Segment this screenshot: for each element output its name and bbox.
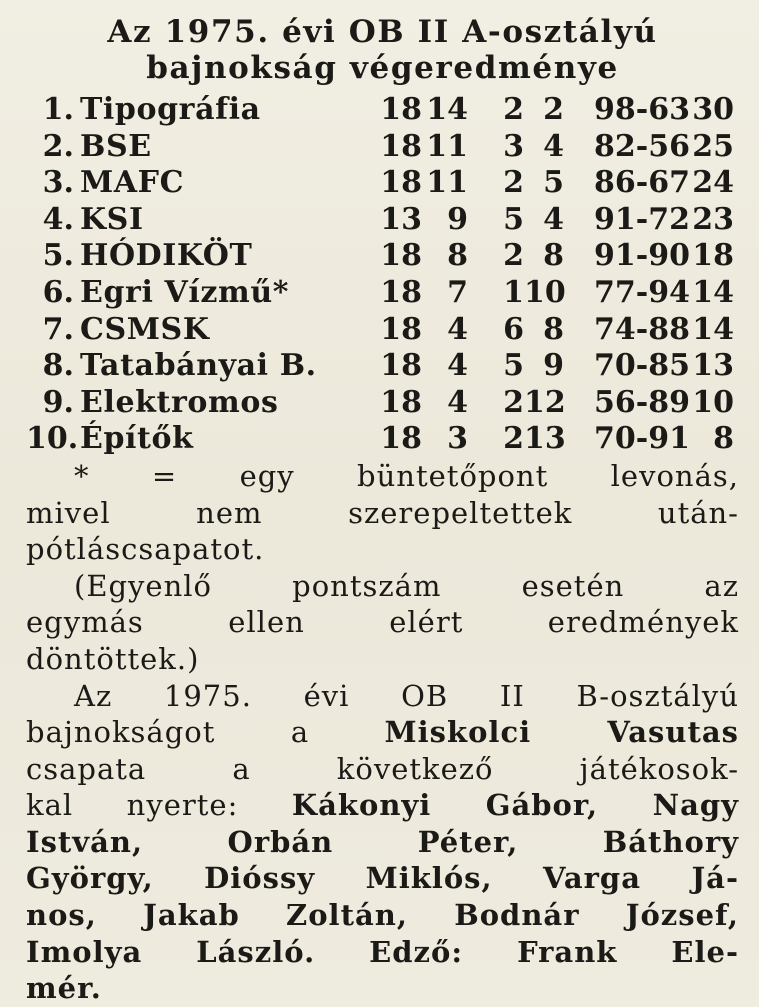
rank: 1. (42, 92, 74, 127)
points: 10 (692, 384, 734, 420)
table-row (26, 312, 739, 349)
points: 18 (692, 238, 734, 274)
drawn: 2 (503, 165, 524, 201)
lost: 8 (543, 311, 564, 347)
goals: 70-85 (594, 348, 690, 384)
table-row (26, 421, 739, 458)
drawn: 6 (503, 311, 524, 347)
report-line: Az 1975. évi OB II B-osztályú (74, 678, 739, 713)
goals: 82-56 (594, 128, 690, 164)
points: 14 (692, 274, 734, 310)
drawn: 1 (503, 274, 524, 310)
played: 18 (380, 348, 422, 384)
team-name: HÓDIKÖT (80, 238, 253, 274)
footnote-line: mivel nem szerepeltettek után- (26, 495, 739, 530)
table-row (26, 129, 739, 166)
drawn: 5 (503, 348, 524, 384)
drawn: 3 (503, 128, 524, 164)
report-line: Imolya László. Edző: Frank Ele- (26, 934, 739, 969)
report-line: nos, Jakab Zoltán, Bodnár József, (26, 898, 739, 933)
report-line: mér. (26, 971, 102, 1006)
team-name: MAFC (80, 165, 185, 201)
drawn: 5 (503, 201, 524, 237)
footnote-line: * = egy büntetőpont levonás, (74, 458, 739, 493)
report-line (26, 714, 739, 751)
team-name: BSE (80, 128, 152, 164)
drawn: 2 (503, 384, 524, 420)
report-line: István, Orbán Péter, Báthory (26, 824, 739, 859)
won: 9 (447, 201, 468, 237)
player-names: Kákonyi Gábor, Nagy (291, 788, 739, 823)
table-row (26, 238, 739, 275)
team-name: KSI (80, 201, 144, 237)
table-row (26, 348, 739, 385)
played: 18 (380, 274, 422, 310)
won: 4 (447, 348, 468, 384)
tiebreak-line: (Egyenlő pontszám esetén az (74, 568, 739, 603)
played: 18 (380, 238, 422, 274)
played: 13 (380, 201, 422, 237)
title-line-1: Az 1975. évi OB II A-osztályú (107, 14, 658, 50)
lost: 2 (543, 92, 564, 127)
team-name: Elektromos (80, 384, 279, 420)
rank: 9. (42, 384, 74, 420)
team-name: Tatabányai B. (80, 348, 317, 384)
points: 23 (692, 201, 734, 237)
won: 11 (426, 128, 468, 164)
report-line: csapata a következő játékosok- (26, 751, 739, 786)
points: 24 (692, 165, 734, 201)
played: 18 (380, 421, 422, 457)
points: 25 (692, 128, 734, 164)
won: 11 (426, 165, 468, 201)
won: 7 (447, 274, 468, 310)
tiebreak-line: döntöttek.) (26, 641, 200, 676)
played: 18 (380, 128, 422, 164)
won: 3 (447, 421, 468, 457)
champion-team: Miskolci Vasutas (384, 715, 739, 750)
rank: 10. (26, 421, 79, 457)
report-line (26, 787, 739, 824)
lost: 8 (543, 238, 564, 274)
played: 18 (380, 165, 422, 201)
page-title (26, 14, 739, 86)
team-name: CSMSK (80, 311, 210, 347)
report-line: György, Dióssy Miklós, Varga Já- (26, 861, 739, 896)
goals: 70-91 (594, 421, 690, 457)
team-name: Tipográfia (80, 92, 261, 127)
points: 30 (692, 92, 734, 127)
team-name: Egri Vízmű* (80, 274, 290, 310)
goals: 56-89 (594, 384, 690, 420)
rank: 8. (42, 348, 74, 384)
won: 8 (447, 238, 468, 274)
drawn: 2 (503, 92, 524, 127)
drawn: 2 (503, 421, 524, 457)
goals: 98-63 (594, 92, 690, 127)
table-row (26, 202, 739, 239)
rank: 5. (42, 238, 74, 274)
footnote-line: pótláscsapatot. (26, 532, 265, 567)
goals: 77-94 (594, 274, 690, 310)
points: 8 (713, 421, 734, 457)
report-text: kal nyerte: (26, 788, 292, 823)
lost: 4 (543, 128, 564, 164)
lost: 12 (524, 384, 566, 420)
tiebreak-line: egymás ellen elért eredmények (26, 605, 739, 640)
tiebreak-note (26, 568, 739, 678)
drawn: 2 (503, 238, 524, 274)
table-row (26, 275, 739, 312)
rank: 2. (42, 128, 74, 164)
rank: 4. (42, 201, 74, 237)
standings-table (26, 92, 739, 458)
played: 18 (380, 92, 422, 127)
b-division-report (26, 678, 739, 1007)
lost: 9 (543, 348, 564, 384)
rank: 3. (42, 165, 74, 201)
lost: 4 (543, 201, 564, 237)
goals: 91-90 (594, 238, 690, 274)
table-row (26, 385, 739, 422)
goals: 86-67 (594, 165, 690, 201)
report-text: bajnokságot a (26, 715, 385, 750)
lost: 5 (543, 165, 564, 201)
rank: 7. (42, 311, 74, 347)
won: 4 (447, 311, 468, 347)
goals: 74-88 (594, 311, 690, 347)
table-row (26, 165, 739, 202)
won: 4 (447, 384, 468, 420)
table-row (26, 92, 739, 129)
title-line-2: bajnokság végeredménye (146, 50, 619, 86)
team-name: Építők (80, 421, 194, 457)
lost: 10 (524, 274, 566, 310)
points: 14 (692, 311, 734, 347)
won: 14 (426, 92, 468, 127)
played: 18 (380, 311, 422, 347)
rank: 6. (42, 274, 74, 310)
penalty-footnote (26, 458, 739, 568)
played: 18 (380, 384, 422, 420)
lost: 13 (524, 421, 566, 457)
goals: 91-72 (594, 201, 690, 237)
points: 13 (692, 348, 734, 384)
